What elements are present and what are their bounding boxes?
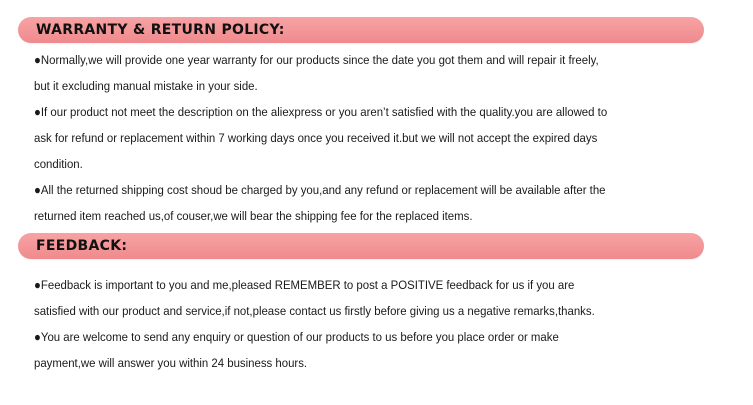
warranty-paragraph-1	[34, 47, 678, 99]
feedback-section-header	[18, 233, 704, 259]
paragraph-line: ask for refund or replacement within 7 working days once you received it.but we will not accept the expired days	[34, 131, 598, 145]
paragraph-line: satisfied with our product and service,if not,please contact us firstly before giving us a negative remarks,thanks.	[34, 304, 595, 318]
paragraph-line: ●If our product not meet the description on the aliexpress or you aren’t satisfied with the quality.you are allowed to	[34, 105, 608, 119]
warranty-paragraph-2	[34, 99, 678, 177]
paragraph-line: payment,we will answer you within 24 business hours.	[34, 356, 308, 370]
paragraph-line: ●All the returned shipping cost shoud be charged by you,and any refund or replacement will be available after the	[34, 183, 606, 197]
feedback-paragraph-1	[34, 272, 678, 324]
paragraph-line: ●Normally,we will provide one year warranty for our products since the date you got them and will repair it freely,	[34, 53, 599, 67]
warranty-paragraph-3	[34, 177, 678, 229]
paragraph-line: ●Feedback is important to you and me,pleased REMEMBER to post a POSITIVE feedback for us if you are	[34, 278, 575, 292]
feedback-section-title: FEEDBACK:	[36, 238, 128, 254]
paragraph-line: but it excluding manual mistake in your side.	[34, 79, 258, 93]
warranty-section-header	[18, 17, 704, 43]
feedback-paragraph-2	[34, 324, 678, 376]
paragraph-line: condition.	[34, 157, 83, 171]
paragraph-line: returned item reached us,of couser,we will bear the shipping fee for the replaced items.	[34, 209, 473, 223]
warranty-section-title: WARRANTY & RETURN POLICY:	[36, 22, 285, 38]
paragraph-line: ●You are welcome to send any enquiry or question of our products to us before you place order or make	[34, 330, 559, 344]
